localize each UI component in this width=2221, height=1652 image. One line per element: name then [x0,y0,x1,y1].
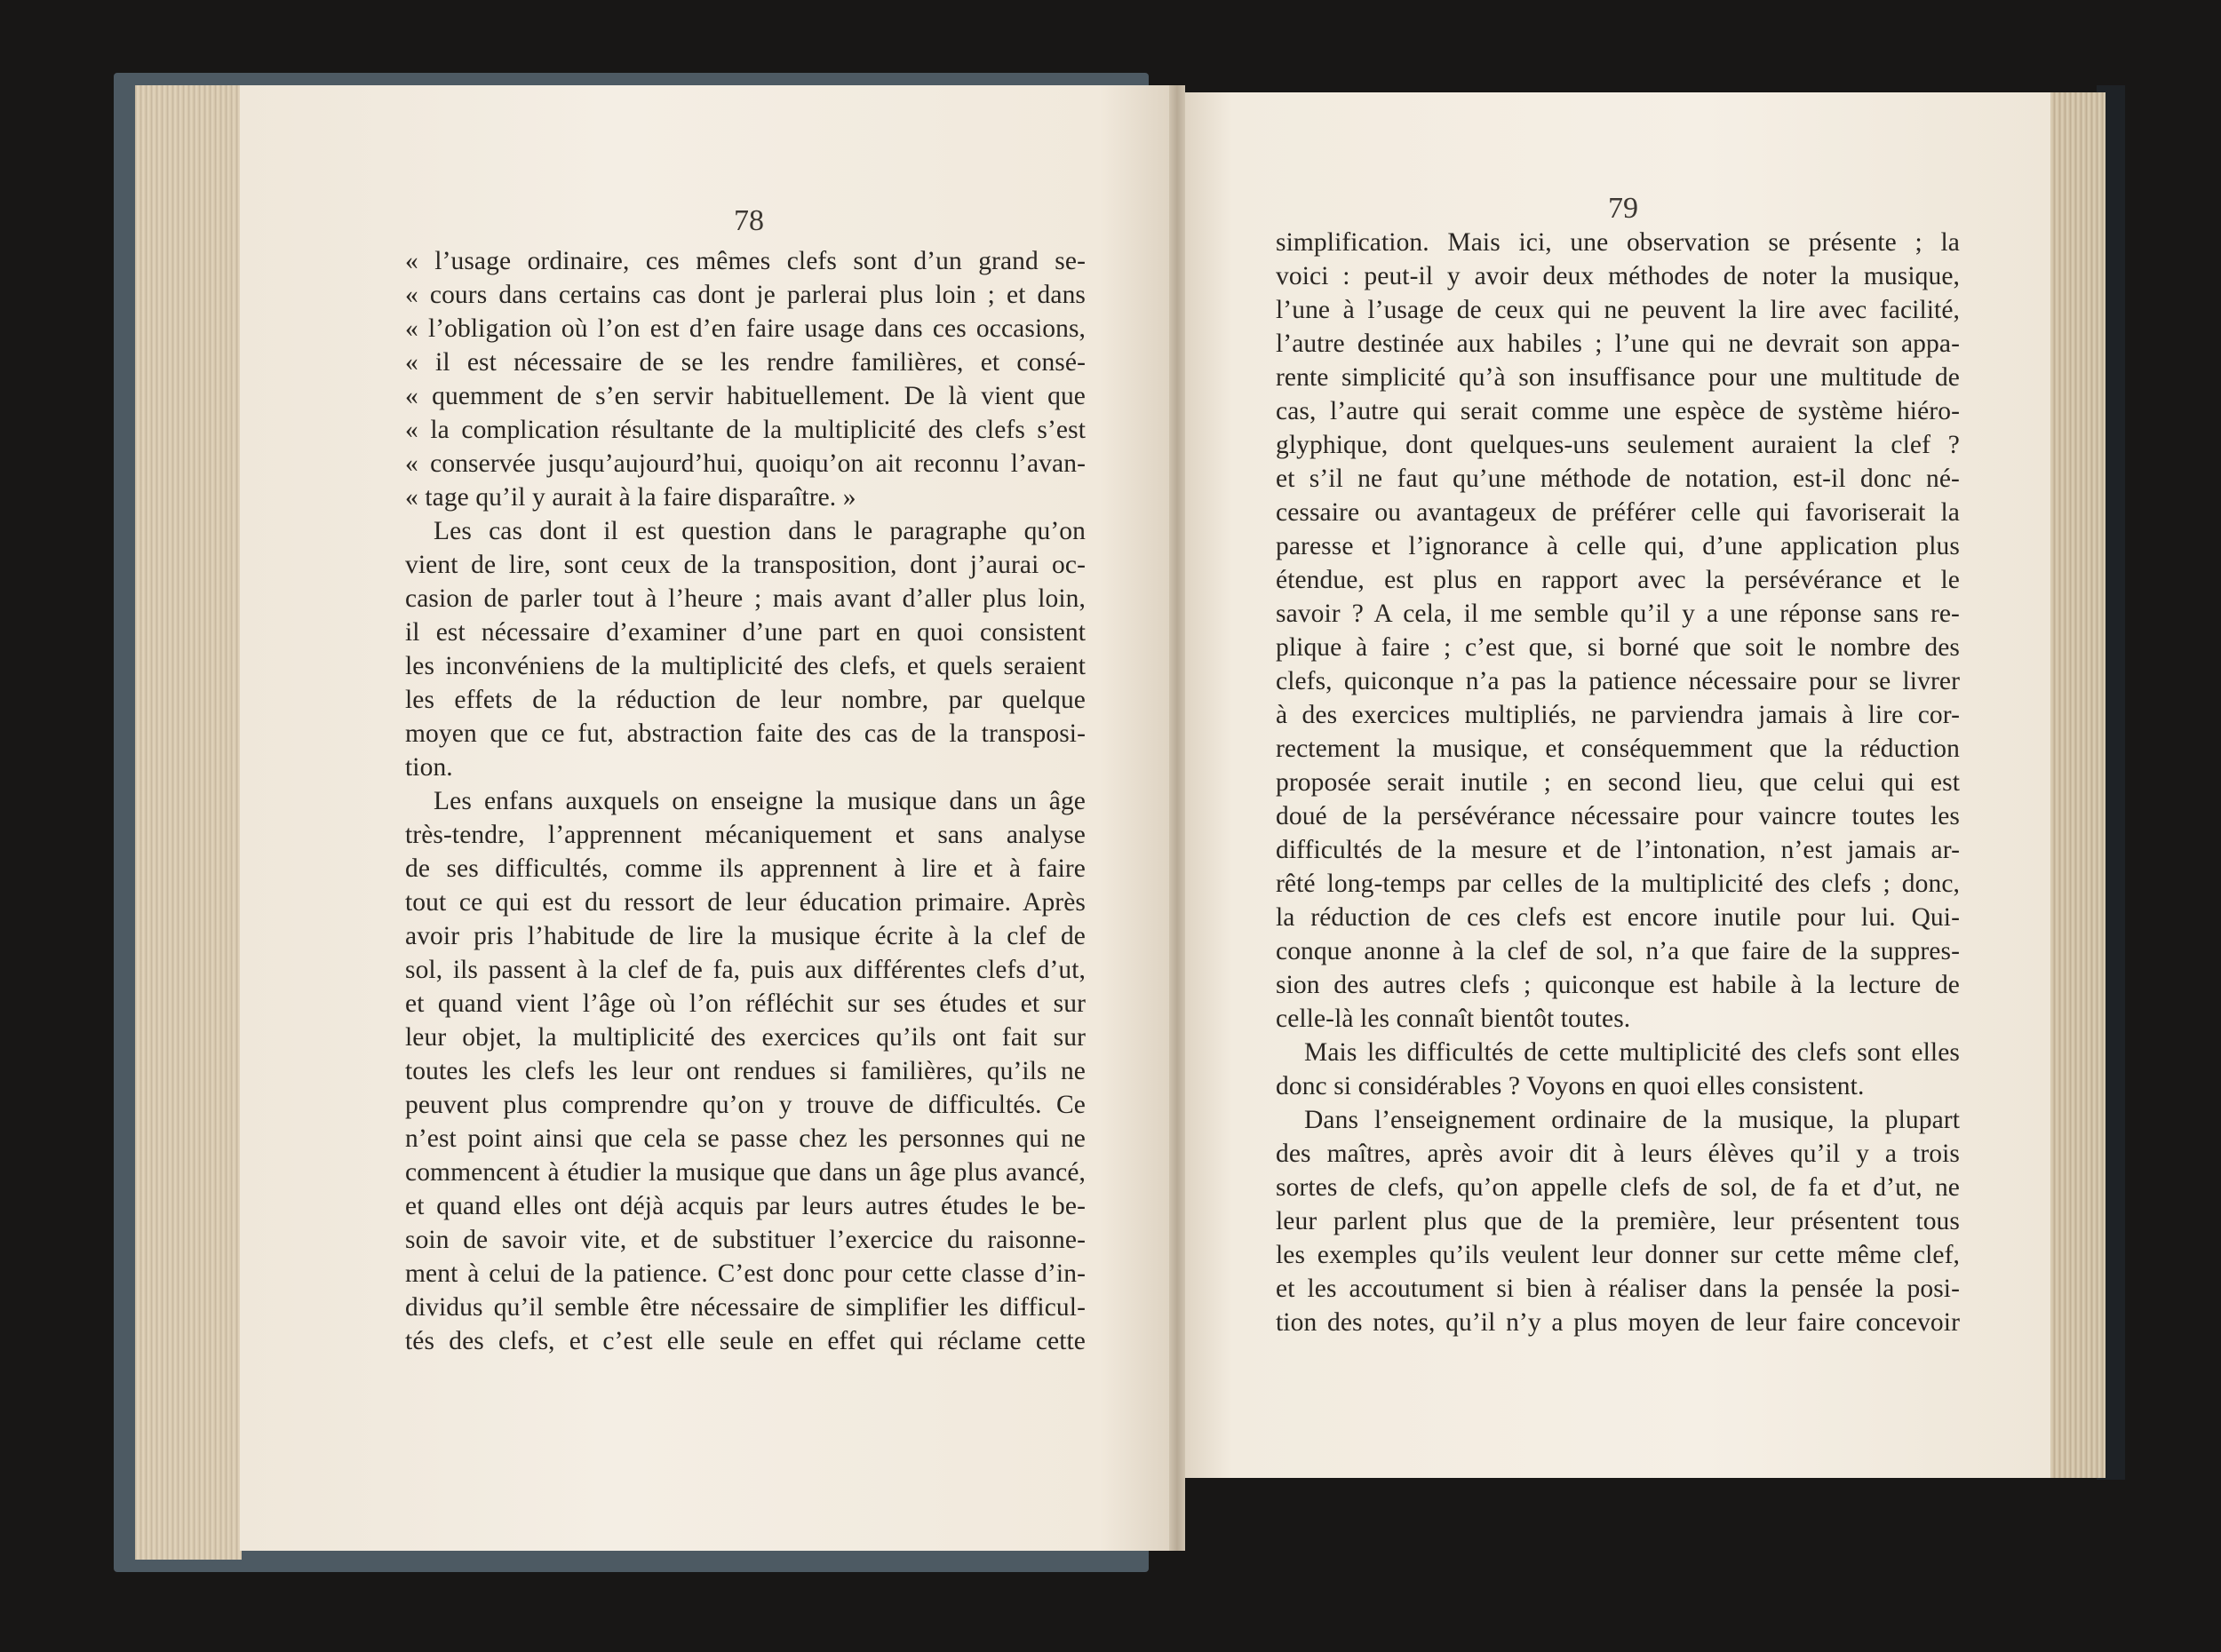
text-line: Les enfans auxquels on enseigne la musique dans un âge [434,787,1086,815]
text-line: n’est point ainsi que cela se passe chez les personnes qui ne [405,1124,1086,1153]
text-line: voici : peut-il y avoir deux méthodes de noter la musique, [1276,262,1960,290]
text-line: il est nécessaire d’examiner d’une part en quoi consistent [405,618,1086,647]
text-line: glyphique, dont quelques-uns seulement auraient la clef ? [1276,431,1960,459]
text-line: tout ce qui est du ressort de leur éducation primaire. Après [405,888,1086,917]
text-line: des maîtres, après avoir dit à leurs élèves qu’il y a trois [1276,1140,1960,1168]
text-line: peuvent plus comprendre qu’on y trouve de difficultés. Ce [405,1091,1086,1119]
text-line: rectement la musique, et conséquemment que la réduction [1276,735,1960,763]
text-line: savoir ? A cela, il me semble qu’il y a une réponse sans re- [1276,600,1960,628]
text-line: vient de lire, sont ceux de la transposition, dont j’aurai oc- [405,551,1086,579]
text-line: celle-là les connaît bientôt toutes. [1276,1005,1631,1033]
text-line: sol, ils passent à la clef de fa, puis aux différentes clefs d’ut, [405,956,1086,984]
text-line: difficultés de la mesure et de l’intonation, n’est jamais ar- [1276,836,1960,864]
text-line: tion. [405,753,453,782]
text-line: toutes les clefs les leur ont rendues si familières, qu’ils ne [405,1057,1086,1085]
book-gutter [1169,85,1185,1551]
text-line: moyen que ce fut, abstraction faite des cas de la transposi- [405,719,1086,748]
text-line: commencent à étudier la musique que dans un âge plus avancé, [405,1158,1086,1187]
text-line: plique à faire ; c’est que, si borné que soit le nombre des [1276,633,1960,662]
text-line: Dans l’enseignement ordinaire de la musique, la plupart [1304,1106,1960,1134]
text-line: conque anonne à la clef de sol, n’a que faire de la suppres- [1276,937,1960,965]
text-line: paresse et l’ignorance à celle qui, d’une application plus [1276,532,1960,560]
text-line: cas, l’autre qui serait comme une espèce de système hiéro- [1276,397,1960,425]
text-line: et quand elles ont déjà acquis par leurs autres études le be- [405,1192,1086,1220]
text-line: doué de la persévérance nécessaire pour vaincre toutes les [1276,802,1960,830]
text-line: « la complication résultante de la multiplicité des clefs s’est [405,416,1086,444]
text-line: « tage qu’il y aurait à la faire disparaître. » [405,483,856,512]
left-page-number: 78 [734,204,764,237]
text-line: sortes de clefs, qu’on appelle clefs de sol, de fa et d’ut, ne [1276,1173,1960,1202]
text-line: « cours dans certains cas dont je parlerai plus loin ; et dans [405,281,1086,309]
text-line: « quemment de s’en servir habituellement. De là vient que [405,382,1086,410]
text-line: donc si considérables ? Voyons en quoi elles consistent. [1276,1072,1865,1100]
text-line: les exemples qu’ils veulent leur donner sur cette même clef, [1276,1241,1960,1269]
text-line: étendue, est plus en rapport avec la persévérance et le [1276,566,1960,594]
page-edges-right [2043,92,2106,1478]
text-line: les inconvéniens de la multiplicité des clefs, et quels seraient [405,652,1086,680]
text-line: Mais les difficultés de cette multiplicité des clefs sont elles [1304,1038,1960,1067]
text-line: ment à celui de la patience. C’est donc pour cette classe d’in- [405,1259,1086,1288]
text-line: très-tendre, l’apprennent mécaniquement et sans analyse [405,821,1086,849]
text-line: rente simplicité qu’à son insuffisance pour une multitude de [1276,363,1960,392]
text-line: proposée serait inutile ; en second lieu, que celui qui est [1276,768,1960,797]
text-line: leur parlent plus que de la première, leur présentent tous [1276,1207,1960,1235]
text-line: et quand vient l’âge où l’on réfléchit sur ses études et sur [405,989,1086,1018]
text-line: clefs, quiconque n’a pas la patience nécessaire pour se livrer [1276,667,1960,695]
text-line: dividus qu’il semble être nécessaire de simplifier les difficul- [405,1293,1086,1322]
text-line: les effets de la réduction de leur nombre, par quelque [405,686,1086,714]
text-line: « conservée jusqu’aujourd’hui, quoiqu’on ait reconnu l’avan- [405,449,1086,478]
text-line: « l’usage ordinaire, ces mêmes clefs sont d’un grand se- [405,247,1086,275]
text-line: la réduction de ces clefs est encore inutile pour lui. Qui- [1276,903,1960,932]
text-line: tion des notes, qu’il n’y a plus moyen de leur faire concevoir [1276,1308,1960,1337]
text-line: leur objet, la multiplicité des exercices qu’ils ont fait sur [405,1023,1086,1052]
text-line: tés des clefs, et c’est elle seule en effet qui réclame cette [405,1327,1086,1355]
text-line: avoir pris l’habitude de lire la musique écrite à la clef de [405,922,1086,950]
text-line: « l’obligation où l’on est d’en faire usage dans ces occasions, [405,314,1086,343]
text-line: à des exercices multipliés, ne parviendra jamais à lire cor- [1276,701,1960,729]
text-line: sion des autres clefs ; quiconque est habile à la lecture de [1276,971,1960,999]
text-line: l’une à l’usage de ceux qui ne peuvent la lire avec facilité, [1276,296,1960,324]
right-page-number: 79 [1608,192,1638,225]
text-line: casion de parler tout à l’heure ; mais avant d’aller plus loin, [405,584,1086,613]
right-page-text [1276,226,1960,1339]
text-line: et s’il ne faut qu’une méthode de notation, est-il donc né- [1276,465,1960,493]
text-line: simplification. Mais ici, une observation se présente ; la [1276,228,1960,257]
text-line: de ses difficultés, comme ils apprennent à lire et à faire [405,854,1086,883]
text-line: rêté long-temps par celles de la multiplicité des clefs ; donc, [1276,870,1960,898]
text-line: Les cas dont il est question dans le paragraphe qu’on [434,517,1086,545]
text-line: l’autre destinée aux habiles ; l’une qui ne devrait son appa- [1276,330,1960,358]
text-line: cessaire ou avantageux de préférer celle qui favoriserait la [1276,498,1960,527]
left-page-text [405,244,1086,1358]
text-line: et les accoutument si bien à réaliser dans la pensée la posi- [1276,1275,1960,1303]
text-line: soin de savoir vite, et de substituer l’exercice du raisonne- [405,1226,1086,1254]
text-line: « il est nécessaire de se les rendre familières, et consé- [405,348,1086,377]
page-edges-left [135,85,242,1560]
